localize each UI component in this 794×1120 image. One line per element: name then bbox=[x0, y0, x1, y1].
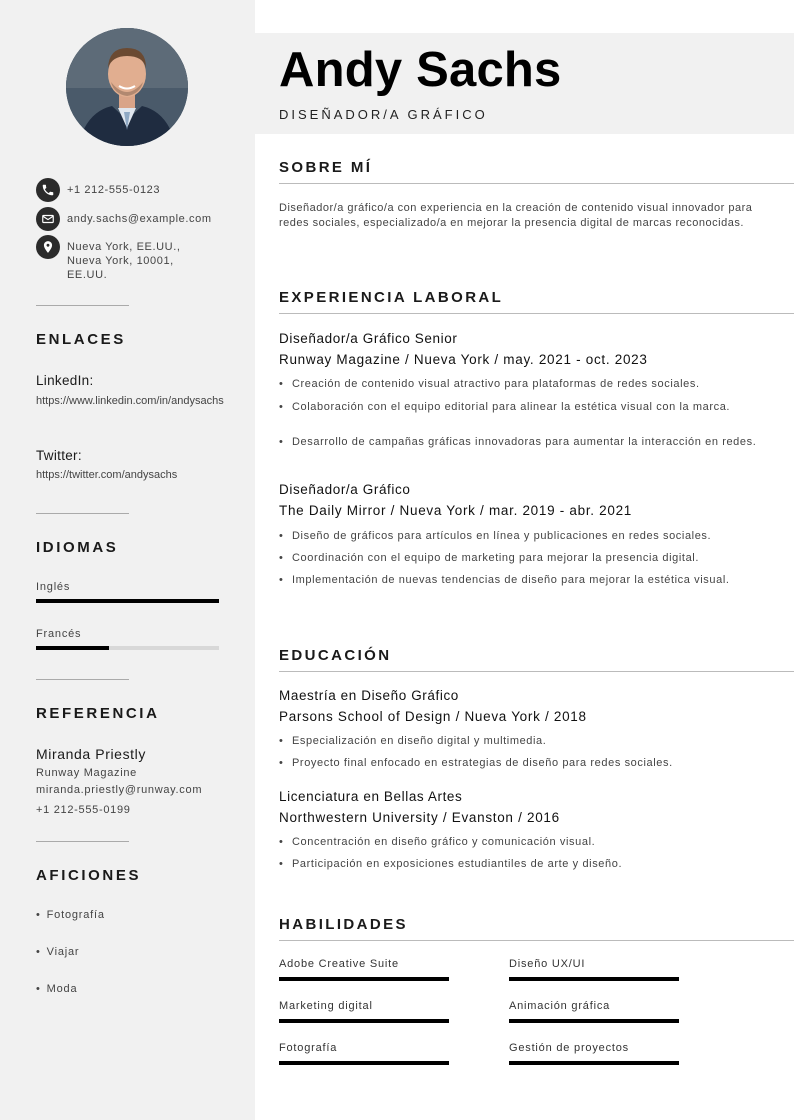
education-bullet: • Concentración en diseño gráfico y comunicación visual. bbox=[279, 836, 596, 848]
job-bullet: • Desarrollo de campañas gráficas innovadoras para aumentar la interacción en redes. bbox=[279, 436, 757, 448]
education-title-1: Maestría en Diseño Gráfico bbox=[279, 688, 459, 703]
language-label-english: Inglés bbox=[36, 581, 71, 593]
skill-label: Adobe Creative Suite bbox=[279, 958, 399, 970]
language-fill bbox=[36, 599, 219, 603]
education-bullet: • Proyecto final enfocado en estrategias de diseño para redes sociales. bbox=[279, 757, 673, 769]
skill-bar bbox=[279, 1019, 449, 1023]
job-bullet: • Creación de contenido visual atractivo para plataformas de redes sociales. bbox=[279, 378, 700, 390]
language-label-french: Francés bbox=[36, 628, 82, 640]
education-subtitle-1: Parsons School of Design / Nueva York / 2018 bbox=[279, 709, 587, 724]
contact-phone-text: +1 212-555-0123 bbox=[67, 184, 161, 196]
reference-heading: REFERENCIA bbox=[36, 705, 160, 722]
job-title: DISEÑADOR/A GRÁFICO bbox=[279, 107, 488, 122]
skill-label: Animación gráfica bbox=[509, 1000, 611, 1012]
job-subtitle-1: Runway Magazine / Nueva York / may. 2021 - oct. 2023 bbox=[279, 352, 648, 367]
education-bullet: • Especialización en diseño digital y multimedia. bbox=[279, 735, 547, 747]
twitter-link[interactable]: https://twitter.com/andysachs bbox=[36, 469, 178, 481]
hobby-item: • Moda bbox=[36, 983, 78, 995]
job-title-2: Diseñador/a Gráfico bbox=[279, 482, 411, 497]
reference-name: Miranda Priestly bbox=[36, 746, 146, 762]
education-title-2: Licenciatura en Bellas Artes bbox=[279, 789, 463, 804]
skill-bar bbox=[279, 977, 449, 981]
languages-heading: IDIOMAS bbox=[36, 539, 119, 556]
language-fill bbox=[36, 646, 109, 650]
twitter-label: Twitter: bbox=[36, 448, 82, 463]
main-content bbox=[255, 0, 794, 1120]
language-bar-english bbox=[36, 599, 219, 603]
hobbies-heading: AFICIONES bbox=[36, 867, 142, 884]
section-rule bbox=[279, 671, 794, 672]
contact-email-text: andy.sachs@example.com bbox=[67, 213, 212, 225]
section-rule bbox=[279, 940, 794, 941]
location-pin-icon bbox=[36, 235, 60, 259]
education-subtitle-2: Northwestern University / Evanston / 2016 bbox=[279, 810, 560, 825]
skill-label: Gestión de proyectos bbox=[509, 1042, 629, 1054]
job-bullet: • Colaboración con el equipo editorial para alinear la estética visual con la marca. bbox=[279, 401, 731, 413]
hobby-item: • Fotografía bbox=[36, 909, 105, 921]
skills-heading: HABILIDADES bbox=[279, 916, 408, 933]
divider bbox=[36, 305, 129, 306]
job-subtitle-2: The Daily Mirror / Nueva York / mar. 2019 - abr. 2021 bbox=[279, 503, 632, 518]
person-name: Andy Sachs bbox=[279, 43, 562, 97]
job-title-1: Diseñador/a Gráfico Senior bbox=[279, 331, 458, 346]
reference-phone: +1 212-555-0199 bbox=[36, 804, 131, 816]
skill-bar bbox=[509, 1019, 679, 1023]
linkedin-link[interactable]: https://www.linkedin.com/in/andysachs bbox=[36, 395, 224, 407]
divider bbox=[36, 841, 129, 842]
about-text: Diseñador/a gráfico/a con experiencia en la creación de contenido visual innovador para redes sociales, especializado/a en mejorar la presencia digital de marcas reconocidas. bbox=[279, 202, 753, 229]
section-rule bbox=[279, 183, 794, 184]
contact-address-text: Nueva York, EE.UU., Nueva York, 10001, EE.UU. bbox=[67, 241, 181, 281]
reference-email: miranda.priestly@runway.com bbox=[36, 784, 203, 796]
about-heading: SOBRE MÍ bbox=[279, 159, 373, 176]
mail-icon bbox=[36, 207, 60, 231]
skill-bar bbox=[509, 1061, 679, 1065]
experience-heading: EXPERIENCIA LABORAL bbox=[279, 289, 504, 306]
education-bullet: • Participación en exposiciones estudiantiles de arte y diseño. bbox=[279, 858, 623, 870]
job-bullet: • Diseño de gráficos para artículos en línea y publicaciones en redes sociales. bbox=[279, 530, 712, 542]
reference-company: Runway Magazine bbox=[36, 767, 137, 779]
hobby-item: • Viajar bbox=[36, 946, 80, 958]
skill-bar bbox=[509, 977, 679, 981]
education-heading: EDUCACIÓN bbox=[279, 647, 392, 664]
language-bar-french bbox=[36, 646, 219, 650]
phone-icon bbox=[36, 178, 60, 202]
job-bullet: • Coordinación con el equipo de marketing para mejorar la presencia digital. bbox=[279, 552, 699, 564]
section-rule bbox=[279, 313, 794, 314]
links-heading: ENLACES bbox=[36, 331, 126, 348]
skill-label: Fotografía bbox=[279, 1042, 338, 1054]
linkedin-label: LinkedIn: bbox=[36, 373, 94, 388]
divider bbox=[36, 679, 129, 680]
contact-email bbox=[36, 207, 212, 231]
contact-address bbox=[36, 235, 181, 282]
job-bullet: • Implementación de nuevas tendencias de diseño para mejorar la estética visual. bbox=[279, 574, 730, 586]
skill-label: Diseño UX/UI bbox=[509, 958, 586, 970]
profile-photo bbox=[66, 28, 188, 146]
skill-label: Marketing digital bbox=[279, 1000, 373, 1012]
sidebar bbox=[0, 0, 255, 1120]
contact-phone bbox=[36, 178, 160, 202]
divider bbox=[36, 513, 129, 514]
skill-bar bbox=[279, 1061, 449, 1065]
